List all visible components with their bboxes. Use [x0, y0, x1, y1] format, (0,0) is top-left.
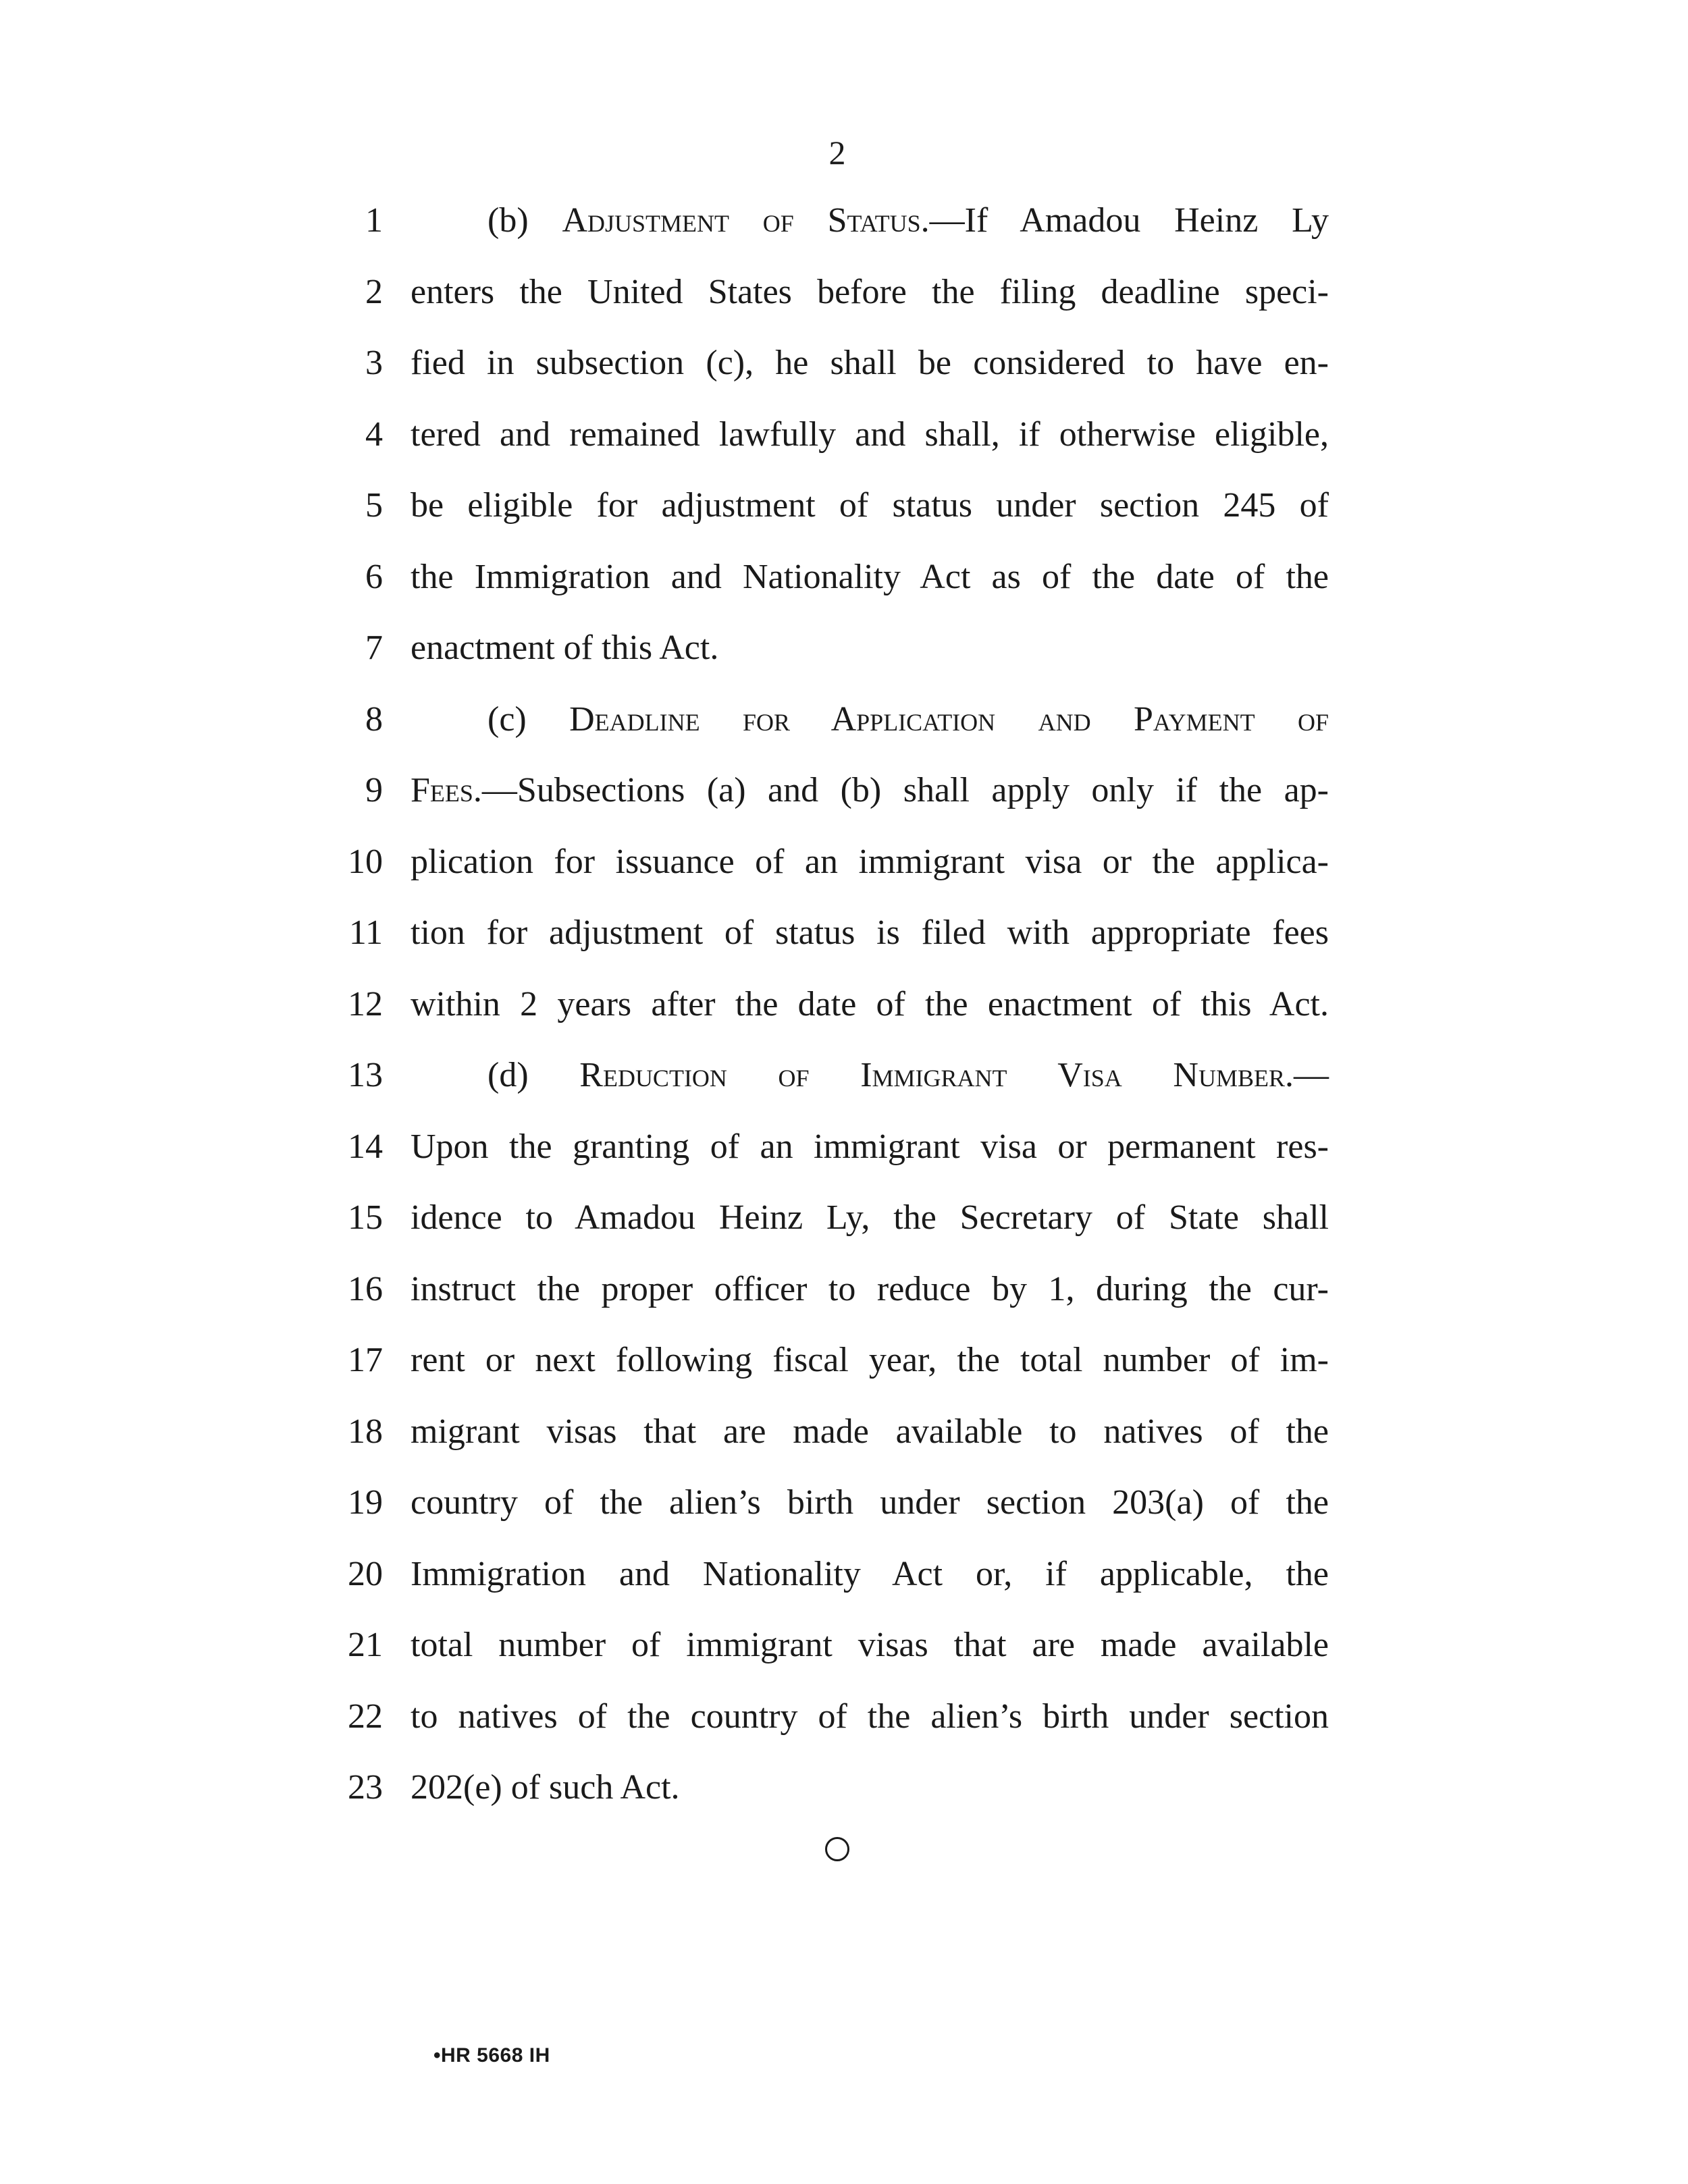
text-run: (c)	[487, 699, 570, 739]
bill-line	[0, 1266, 1688, 1337]
section-heading: Deadline for Application and Payment of	[569, 699, 1329, 739]
text-run: country of the alien’s birth under section 203(a) of the	[411, 1483, 1329, 1522]
bill-line	[0, 1052, 1688, 1123]
bill-line	[0, 767, 1688, 838]
line-text	[411, 1764, 1329, 1811]
section-heading: Fees	[411, 771, 473, 809]
line-number: 20	[348, 1554, 383, 1593]
line-number: 12	[348, 984, 383, 1023]
line-text	[411, 838, 1329, 886]
line-text	[487, 197, 1329, 244]
line-number: 6	[365, 557, 383, 596]
line-number: 16	[348, 1269, 383, 1308]
line-text	[411, 340, 1329, 387]
line-number: 21	[348, 1626, 383, 1664]
text-run: to natives of the country of the alien’s birth under section	[411, 1697, 1329, 1736]
line-number: 18	[348, 1412, 383, 1451]
line-number: 2	[365, 272, 383, 311]
bill-line	[0, 197, 1688, 269]
bill-line	[0, 1551, 1688, 1622]
line-text	[411, 1622, 1329, 1669]
line-number: 19	[348, 1483, 383, 1522]
bill-line	[0, 1479, 1688, 1551]
line-text	[487, 1052, 1329, 1099]
text-run: rent or next following fiscal year, the total number of im-	[411, 1341, 1329, 1379]
bill-line	[0, 340, 1688, 411]
bill-line	[0, 981, 1688, 1053]
page-number: 2	[828, 134, 846, 171]
text-run: Upon the granting of an immigrant visa or permanent res-	[411, 1127, 1329, 1166]
text-run: .—Subsections (a) and (b) shall apply only if the ap-	[473, 771, 1329, 809]
bill-line	[0, 1693, 1688, 1765]
section-heading: Reduction of Immigrant Visa Number	[579, 1056, 1285, 1094]
text-run: Immigration and Nationality Act or, if applicable, the	[411, 1554, 1329, 1593]
bill-line	[0, 1622, 1688, 1693]
line-text	[411, 269, 1329, 316]
text-run: within 2 years after the date of the enactment of this Act.	[411, 984, 1329, 1023]
bill-line	[0, 696, 1688, 768]
text-run: plication for issuance of an immigrant visa or the applica-	[411, 842, 1329, 881]
text-run: idence to Amadou Heinz Ly, the Secretary of State shall	[411, 1198, 1329, 1237]
line-number: 1	[365, 201, 383, 240]
line-text	[411, 1408, 1329, 1456]
bill-line	[0, 1123, 1688, 1195]
text-run: instruct the proper officer to reduce by 1, during the cur-	[411, 1269, 1329, 1308]
text-run: enters the United States before the filing deadline speci-	[411, 272, 1329, 311]
line-number: 17	[348, 1341, 383, 1379]
section-heading: Adjustment of Status	[562, 201, 921, 240]
text-run: fied in subsection (c), he shall be considered to have en-	[411, 344, 1329, 382]
line-text	[411, 1194, 1329, 1242]
text-run: 202(e) of such Act.	[411, 1768, 680, 1807]
line-number: 22	[348, 1697, 383, 1736]
bill-line	[0, 1764, 1688, 1836]
bill-line	[0, 838, 1688, 910]
line-number: 7	[365, 629, 383, 667]
bill-line	[0, 482, 1688, 554]
line-text	[411, 554, 1329, 601]
bill-line	[0, 411, 1688, 483]
bill-line	[0, 624, 1688, 696]
line-text	[411, 1266, 1329, 1313]
line-text	[411, 482, 1329, 529]
text-run: tered and remained lawfully and shall, if otherwise eligible,	[411, 415, 1329, 454]
line-text	[411, 624, 1329, 672]
end-of-document-circle-icon	[817, 1831, 858, 1871]
line-text	[411, 767, 1329, 814]
bill-line	[0, 554, 1688, 625]
line-text	[411, 1337, 1329, 1384]
text-run: .—	[1284, 1056, 1329, 1094]
line-text	[411, 981, 1329, 1028]
bill-line	[0, 1337, 1688, 1408]
text-run: total number of immigrant visas that are made available	[411, 1626, 1329, 1664]
line-text	[411, 909, 1329, 957]
bill-identifier: •HR 5668 IH	[433, 2044, 550, 2067]
text-run: the Immigration and Nationality Act as of the date of the	[411, 557, 1329, 596]
line-text	[411, 1693, 1329, 1740]
text-run: (d)	[487, 1056, 580, 1094]
line-text	[411, 1479, 1329, 1526]
text-run: (b)	[487, 201, 562, 240]
text-run: be eligible for adjustment of status under section 245 of	[411, 486, 1329, 525]
text-run: migrant visas that are made available to natives of the	[411, 1412, 1329, 1451]
line-number: 9	[365, 771, 383, 809]
bill-text-body	[0, 197, 1688, 1836]
line-number: 14	[348, 1127, 383, 1166]
line-number: 11	[348, 913, 383, 952]
line-number: 8	[365, 699, 383, 739]
line-text	[411, 1123, 1329, 1171]
line-number: 13	[348, 1056, 383, 1094]
text-run: enactment of this Act.	[411, 629, 719, 667]
line-number: 5	[365, 486, 383, 525]
text-run: .—If Amadou Heinz Ly	[920, 201, 1329, 240]
line-number: 3	[365, 344, 383, 382]
line-text	[411, 1551, 1329, 1598]
bill-line	[0, 1194, 1688, 1266]
bill-line	[0, 269, 1688, 340]
bill-line	[0, 1408, 1688, 1480]
line-text	[487, 696, 1329, 743]
line-number: 10	[348, 842, 383, 881]
bill-line	[0, 909, 1688, 981]
line-number: 23	[348, 1768, 383, 1807]
text-run: tion for adjustment of status is filed with appropriate fees	[411, 913, 1329, 952]
line-number: 15	[348, 1198, 383, 1237]
line-text	[411, 411, 1329, 458]
line-number: 4	[365, 415, 383, 454]
